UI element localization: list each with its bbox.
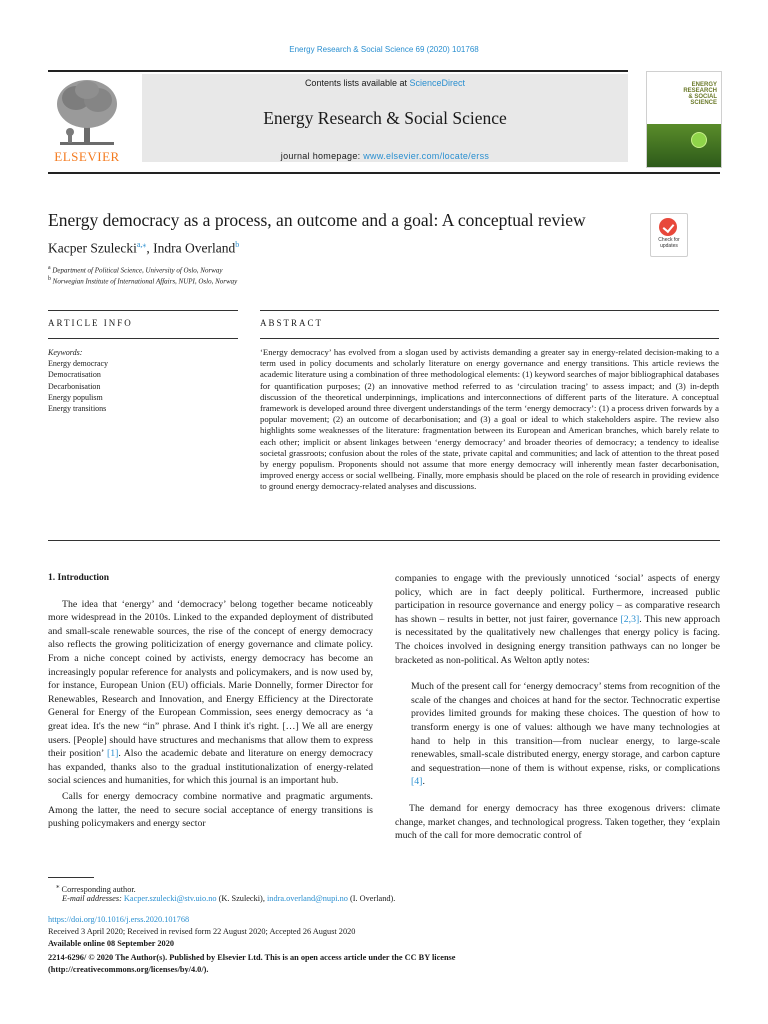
affiliation-b <box>48 276 237 285</box>
section-heading-introduction: 1. Introduction <box>48 573 110 583</box>
keywords-block <box>48 347 208 414</box>
top-rule <box>48 70 628 72</box>
elsevier-tree-logo <box>52 76 122 148</box>
email-label: E-mail addresses: <box>62 894 122 903</box>
article-info-heading: ARTICLE INFO <box>48 318 133 328</box>
abstract-bottom-rule <box>48 540 720 541</box>
doi-link[interactable]: https://doi.org/10.1016/j.erss.2020.101768 <box>48 915 190 924</box>
cover-title-line: ENERGY <box>691 82 717 88</box>
body-paragraph: The demand for energy democracy has three exogenous drivers: climate change, market changes, and technological progress. Taken together, they ‘explain much of the call for more democratic control of <box>395 802 720 842</box>
author-name: Indra Overland <box>153 240 236 256</box>
homepage-prefix: journal homepage: <box>280 151 361 161</box>
homepage-line <box>142 151 628 161</box>
keyword-item: Energy democracy <box>48 359 109 369</box>
corresponding-text: Corresponding author. <box>61 884 136 894</box>
email-link[interactable]: Kacper.szulecki@stv.uio.no <box>123 894 217 903</box>
keyword-item: Democratisation <box>48 370 101 380</box>
email-owner: (I. Overland). <box>347 894 396 903</box>
paper-title: Energy democracy as a process, an outcome and a goal: A conceptual review <box>48 210 586 230</box>
paragraph-text: companies to engage with the previously unnoticed ‘social’ aspects of energy policy, which are in fact deeply political. Furthermore, increased public participation in resource governance and energy policy – as comparative research has shown – results in better, not just fairer, governance <box>395 573 720 625</box>
email-note <box>62 893 395 905</box>
affiliation-text: Department of Political Science, University of Oslo, Norway <box>52 266 223 275</box>
cover-title-line: RESEARCH <box>683 88 717 94</box>
cover-title-line: & SOCIAL <box>688 94 717 100</box>
affiliation-marker[interactable]: a, <box>136 240 143 249</box>
quote-text: Much of the present call for ‘energy democracy’ stems from recognition of the scale of the changes and choices at hand for the sector. Technocratic expertise provides limited grounds for making these choices. The question of how to transform energy is one of values: although we have many technologies at hand to help in this transition—from nuclear energy, to large-scale renewables, small-scale distributed energy, energy storage, and carbon capture and sequestration—none of them is without expense, risks, or complications <box>411 681 720 774</box>
check-for-updates-button[interactable] <box>650 213 688 257</box>
cover-top <box>647 72 721 124</box>
contents-prefix: Contents lists available at <box>304 78 407 88</box>
cover-image <box>647 124 721 167</box>
abstract-text: ‘Energy democracy’ has evolved from a slogan used by activists demanding a greater say in energy-related decision-making to a term used in policy documents and scholarly literature on energy governance and energy transitions. This article reviews the academic literature using a combination of three methodological elements: (1) keyword searches of major bibliographical databases for quantification purposes; (2) an innovative method referred to as ‘circulation tracing’ to assess impact; and (3) in-depth discussion of the theoretical underpinnings, implications and interconnections of different parts of the literature. A conceptual framework is developed around three divergent understandings of the term ‘energy democracy’: (1) a process driven forwards by a popular movement; (2) an outcome of decarbonisation; and (3) a goal or ideal to which stakeholders aspire. The review also highlights some weaknesses of the literature: fragmentation between its European and American branches, which barely relate to each other; implicit or absent linkages between ‘energy democracy’ and broader theories of democracy; a tendency to idealise societal grassroots; confusion about the roles of the state, private capital and communities; and lack of attention to the threat posed by energy populism. Proponents should not assume that more energy democracy will inherently mean faster decarbonisation, improved energy access or social wellbeing. Finally, more emphasis should be placed on the role of research in providing evidence to ground energy democracy-related analyses and discussions. <box>260 347 719 492</box>
paragraph-text: . This new approach is necessitated by the qualitatively new challenges that energy policy is facing. The choices involved in designing energy transition pathways can no longer be bracketed as non-political. As Welton aptly notes: <box>395 613 720 666</box>
reference-link[interactable]: [2,3] <box>620 613 640 625</box>
paragraph-text: The idea that ‘energy’ and ‘democracy’ belong together became noticeably more widespread in the 2010s. Linked to the expanded deployment of distributed and small-scale renewable sources, the rise of the concept of energy democracy also reflects the growing politicization of energy governance and climate policy. From a niche concept coined by activists, energy democracy has become an increasingly popular reference for analysts and policymakers, and is now used by, for instance, European Union (EU) officials. Marie Donnelly, former Director for Renewables, Research and Innovation, and Energy Efficiency at the Directorate General for Energy of the European Commission, sees energy democracy as ‘a great idea. It's the new “in” phrase. And I think it's right. […] We all are energy users. [People] should have structures and mechanisms that allow them to express their position’ <box>48 598 373 760</box>
keyword-item: Decarbonisation <box>48 381 101 391</box>
header-bottom-rule <box>48 172 720 174</box>
license-line: 2214-6296/ © 2020 The Author(s). Published by Elsevier Ltd. This is an open access article under the CC BY license <box>48 953 456 962</box>
email-owner: (K. Szulecki), <box>216 894 267 903</box>
body-paragraph <box>48 598 373 788</box>
affiliation-label: a <box>48 265 51 271</box>
paragraph-text: . Also the academic debate and literature on energy democracy has expanded, thanks also to the gradual institutionalization of energy-related social sciences and humanities, for which this journal is an important hub. <box>48 748 373 787</box>
journal-citation[interactable]: Energy Research & Social Science 69 (2020) 101768 <box>289 45 479 54</box>
abstract-heading: ABSTRACT <box>260 318 324 328</box>
right-column <box>395 572 720 843</box>
cover-title-line: SCIENCE <box>690 100 717 106</box>
check-updates-label: Check for updates <box>658 237 680 249</box>
contents-line <box>142 78 628 88</box>
affiliation-marker[interactable]: b <box>235 240 240 249</box>
author-separator: , <box>146 240 154 256</box>
affiliation-label: b <box>48 276 51 282</box>
footnote-rule <box>48 877 94 878</box>
article-info-rule <box>48 310 238 311</box>
affiliation-a <box>48 265 222 274</box>
email-link[interactable]: indra.overland@nupi.no <box>266 894 348 903</box>
reference-link[interactable]: [4] <box>411 776 423 788</box>
abstract-rule <box>260 310 719 311</box>
available-online: Available online 08 September 2020 <box>48 939 174 948</box>
globe-icon <box>691 132 707 148</box>
article-info-rule <box>48 338 238 339</box>
author-list <box>48 240 239 257</box>
received-dates: Received 3 April 2020; Received in revised form 22 August 2020; Accepted 26 August 2020 <box>48 927 356 936</box>
left-column <box>48 572 373 831</box>
check-updates-icon <box>659 218 677 236</box>
keyword-item: Energy transitions <box>48 404 107 414</box>
block-quote <box>395 680 720 789</box>
corresponding-marker: ⁎ <box>56 883 60 890</box>
elsevier-wordmark: ELSEVIER <box>54 149 120 164</box>
reference-link[interactable]: [1] <box>106 748 119 760</box>
affiliation-text: Norwegian Institute of International Affairs, NUPI, Oslo, Norway <box>52 277 238 286</box>
license-url[interactable]: (http://creativecommons.org/licenses/by/4.0/). <box>48 965 209 974</box>
corresponding-marker[interactable]: ⁎ <box>142 240 147 249</box>
body-paragraph <box>395 572 720 667</box>
body-paragraph: Calls for energy democracy combine normative and pragmatic arguments. Among the latter, the need to secure social acceptance of energy transitions is pushing policymakers and energy sector <box>48 790 373 830</box>
homepage-link[interactable]: www.elsevier.com/locate/erss <box>363 151 490 161</box>
journal-cover-thumbnail[interactable] <box>646 71 722 168</box>
keywords-label: Keywords: <box>48 348 83 357</box>
abstract-rule <box>260 338 719 339</box>
journal-title: Energy Research & Social Science <box>263 108 507 128</box>
sciencedirect-link[interactable]: ScienceDirect <box>409 78 466 88</box>
keyword-item: Energy populism <box>48 392 103 402</box>
quote-text: . <box>422 776 425 788</box>
author-name: Kacper Szulecki <box>48 240 137 256</box>
